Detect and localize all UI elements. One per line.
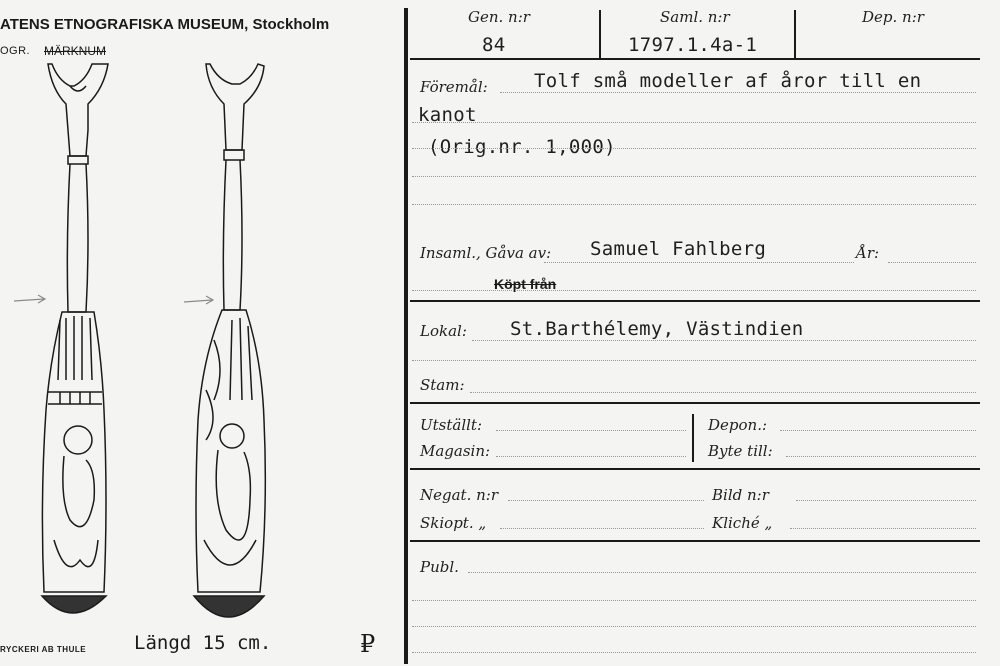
dotted-line (412, 600, 976, 601)
bild-label: Bild n:r (712, 486, 769, 504)
paddle-drawing-front (42, 64, 108, 613)
utstallt-label: Utställt: (420, 416, 483, 434)
dotted-line (472, 340, 976, 341)
insaml-struck: Köpt från (494, 276, 557, 292)
dotted-line (790, 528, 976, 529)
rule (410, 468, 980, 470)
negat-label: Negat. n:r (420, 486, 498, 504)
stam-label: Stam: (420, 376, 465, 394)
ar-label: År: (856, 244, 880, 262)
paddle-drawing-side (194, 64, 265, 617)
collector-mark: ₽ (360, 630, 376, 658)
insaml-label: Insaml., Gåva av: (420, 244, 552, 262)
depon-label: Depon.: (708, 416, 768, 434)
publ-label: Publ. (420, 558, 459, 576)
dotted-line (468, 572, 976, 573)
dotted-line (544, 262, 854, 263)
foremal-line-1: Tolf små modeller af åror till en (534, 70, 922, 92)
rule (410, 58, 980, 60)
dotted-line (412, 176, 976, 177)
gen-value: 84 (482, 34, 506, 56)
foremal-line-2: kanot (418, 104, 477, 126)
drawing-panel (0, 0, 405, 666)
museum-stamp: MÄRKNUM (44, 44, 106, 58)
foremal-line-3: (Orig.nr. 1,000) (428, 136, 616, 158)
magasin-label: Magasin: (420, 442, 491, 460)
dotted-line (500, 92, 976, 93)
gen-label: Gen. n:r (468, 8, 530, 26)
saml-label: Saml. n:r (660, 8, 730, 26)
dotted-line (780, 430, 976, 431)
insaml-value: Samuel Fahlberg (590, 238, 767, 260)
panel-divider (404, 8, 408, 664)
dotted-line (500, 528, 704, 529)
dotted-line (412, 290, 976, 291)
dotted-line (496, 456, 686, 457)
dotted-line (786, 456, 976, 457)
dotted-line (412, 122, 976, 123)
lokal-label: Lokal: (420, 322, 467, 340)
rule (410, 540, 980, 542)
kliche-label: Kliché „ (712, 514, 773, 532)
rule (410, 300, 980, 302)
byte-label: Byte till: (708, 442, 773, 460)
dep-label: Dep. n:r (862, 8, 924, 26)
dotted-line (412, 204, 976, 205)
divider (794, 10, 796, 58)
dotted-line (412, 148, 976, 149)
rule (410, 402, 980, 404)
divider (692, 414, 694, 462)
dotted-line (796, 500, 976, 501)
length-text: Längd 15 cm. (134, 632, 272, 654)
dotted-line (412, 652, 976, 653)
paddle-drawings (0, 0, 405, 666)
saml-value: 1797.1.4a-1 (628, 34, 758, 56)
museum-header: ATENS ETNOGRAFISKA MUSEUM, Stockholm (0, 16, 330, 33)
dotted-line (412, 360, 976, 361)
divider (599, 10, 601, 58)
lokal-value: St.Barthélemy, Västindien (510, 318, 804, 340)
dotted-line (412, 626, 976, 627)
arrow-icon (14, 295, 213, 304)
foremal-label: Föremål: (420, 78, 488, 96)
dotted-line (470, 392, 976, 393)
printer-credit: RYCKERI AB THULE (0, 645, 87, 654)
dotted-line (496, 430, 686, 431)
dotted-line (508, 500, 704, 501)
dotted-line (888, 262, 976, 263)
museum-subheader: OGR. (0, 45, 31, 57)
skiopt-label: Skiopt. „ (420, 514, 487, 532)
